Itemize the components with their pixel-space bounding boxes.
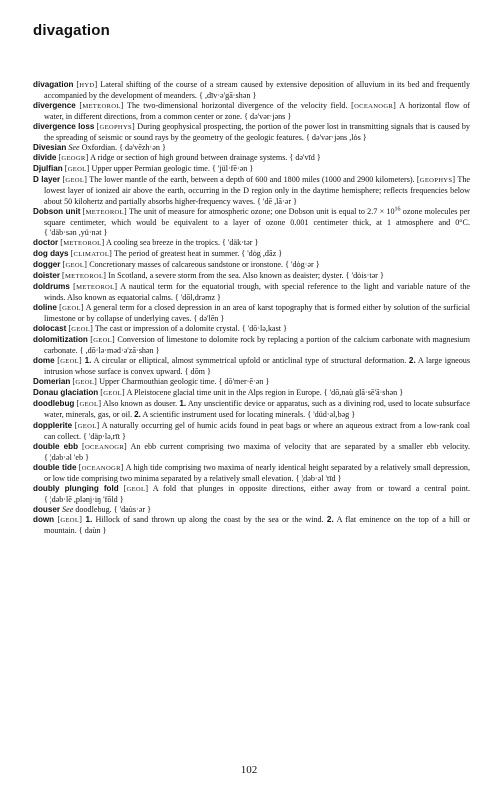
entry-djulfian (33, 164, 470, 175)
entry-dome (33, 356, 470, 377)
entry-doline (33, 303, 470, 324)
see-label: See (62, 504, 74, 514)
definition: A circular or elliptical, almost symmetrical upfold or anticlinal type of structural deformation. (93, 356, 407, 366)
entry-term: doline (33, 302, 57, 312)
definition: Also known as douser. (103, 399, 178, 409)
subject-label: [ GEOL ] (65, 166, 90, 173)
entry-douser (33, 505, 470, 515)
entry-term: divergence (33, 101, 76, 111)
definition: A high tide comprising two maxima of nearly identical height separated by a relatively small depression, or low tide comprising two minima separated by a relatively small elevation. (44, 462, 470, 483)
entry-divergence (33, 101, 470, 122)
pronunciation: { 'jül·fē·ən } (212, 164, 253, 173)
entry-dogger (33, 260, 470, 271)
definition: Upper upper Permian geologic time. (91, 164, 210, 174)
cross-reference: doodlebug. (75, 504, 112, 514)
subject-label: [ GEOL ] (59, 305, 84, 312)
entry-divide (33, 153, 470, 164)
pronunciation: { də'vər·jəns } (244, 112, 291, 121)
definition: A flat eminence on the top of a hill or mountain. (44, 514, 471, 535)
entry-double-ebb (33, 442, 470, 463)
pronunciation: { 'dōl,drəmz } (175, 293, 221, 302)
subject-label: [ METEOROL ] (60, 240, 104, 247)
sense-number: 2. (134, 410, 141, 420)
entry-divagation (33, 80, 470, 101)
entry-doctor (33, 238, 470, 249)
entry-term: doctor (33, 237, 59, 247)
definition: A horizontal flow of water, in different directions, from a common center or zone. (44, 101, 471, 122)
definition-part: The unit of measure for atmospheric ozone; one Dobson unit is equal to 2.7 × 10 (129, 206, 395, 216)
subject-label: [ GEOL ] (62, 262, 87, 269)
subject-label: [ GEOL ] (90, 337, 115, 344)
entry-dopplerite (33, 421, 470, 442)
definition: An ebb current comprising two maxima of velocity that are separated by a smaller ebb velocity. (130, 441, 470, 451)
subject-label: [ GEOL ] (72, 379, 97, 386)
pronunciation: { dōm } (185, 367, 211, 376)
pronunciation: { ¦dəb·lē ,plənj·iŋ 'fōld } (44, 495, 124, 504)
subject-label: [ GEOL ] (68, 326, 93, 333)
definition: Concretionary masses of calcareous sandstone or ironstone. (89, 259, 284, 269)
entry-donau-glaciation (33, 388, 470, 399)
entry-term: double tide (33, 462, 77, 472)
pronunciation: { də'vīd } (289, 153, 320, 162)
definition: A Pleistocene glacial time unit in the Alps region in Europe. (126, 388, 322, 398)
definition: A nautical term for the equatorial trough, with special reference to the light and variable nature of the winds. Also known as equatorial calms. (44, 281, 470, 302)
pronunciation: { 'dȯg·ər } (285, 260, 320, 269)
definition: A scientific instrument used for locating minerals. (142, 410, 306, 420)
subject-label: [ GEOL ] (62, 177, 87, 184)
entry-domerian (33, 377, 470, 388)
pronunciation: { 'däp·lə,rīt } (83, 432, 126, 441)
entry-term: dolomitization (33, 335, 88, 345)
definition: The lower mantle of the earth, between a depth of 600 and 1800 miles (1000 and 2900 kilometers). (89, 175, 415, 185)
pronunciation: { də'vər·jəns ,lȯs } (306, 133, 367, 142)
entry-term: dolocast (33, 324, 67, 334)
subject-label: [ GEOL ] (124, 486, 149, 493)
entry-doister (33, 271, 470, 282)
sense-number: 1. (85, 514, 93, 524)
sense-number: 1. (84, 356, 92, 366)
sense-number: 2. (408, 356, 416, 366)
subject-label: [ OCEANOGR ] (79, 465, 124, 472)
entry-term: divagation (33, 80, 74, 89)
entry-term: dopplerite (33, 420, 73, 430)
entry-term: divergence loss (33, 122, 95, 132)
definition: In Scotland, a severe storm from the sea. Also known as deaister; dyster. (108, 270, 344, 280)
entry-dobson-unit (33, 207, 470, 238)
definition: A large igneous intrusion whose surface is convex upward. (44, 356, 471, 377)
subject-label: [ GEOPHYS ] (97, 124, 135, 131)
definition: A ridge or section of high ground between drainage systems. (90, 153, 288, 163)
subject-label: [ GEOL ] (57, 358, 82, 365)
entry-doodlebug (33, 399, 470, 420)
cross-reference: Oxfordian. (81, 143, 118, 153)
see-label: See (68, 143, 80, 153)
subject-label: [ GEOL ] (75, 423, 100, 430)
definition: The period of greatest heat in summer. (114, 248, 240, 258)
pronunciation: { də'lēn } (193, 314, 224, 323)
subject-label: [ OCEANOGR ] (351, 103, 396, 110)
page-number: 102 (240, 764, 258, 776)
pronunciation: { 'düd·əl,bəg } (307, 410, 355, 419)
entry-term: Dobson unit (33, 206, 81, 216)
entry-list (33, 80, 470, 536)
pronunciation: { ,dīv·ə'gā·shən } (199, 91, 256, 100)
definition: Lateral shifting of the course of a stream caused by extensive deposition of alluvium in its bed and frequently accompanied by the development of meanders. (44, 80, 471, 101)
entry-dolomitization (33, 335, 470, 356)
subject-label: [ GEOPHYS ] (417, 177, 455, 184)
entry-down (33, 515, 470, 536)
subject-label: [ GEOL ] (57, 517, 82, 524)
entry-term: dome (33, 356, 55, 366)
subject-label: [ GEOL ] (77, 401, 102, 408)
pronunciation: { 'dȯis·tər } (346, 271, 384, 280)
definition: A naturally occurring gel of humic acids found in peat bags or where an aqueous extract from a low-rank coal can collect. (44, 420, 471, 441)
exponent: 16 (394, 205, 401, 212)
pronunciation: { ¦dəb·əl 'eb } (44, 453, 89, 462)
pronunciation: { də'vēzh·ən } (119, 143, 166, 152)
entry-term: D layer (33, 175, 61, 185)
pronunciation: { ,dō·lə·məd·ə'zā·shən } (80, 346, 160, 355)
definition: During geophysical prospecting, the portion of the power lost in transmitting signals that is caused by the spreading of seismic or sound rays by the geometry of the geologic features. (44, 122, 470, 143)
definition: The cast or impression of a dolomite crystal. (94, 324, 240, 334)
entry-double-tide (33, 463, 470, 484)
definition: A general term for a closed depression in an area of karst topography that is formed either by solution of the surficial limestone or by collapse of underlying caves. (44, 302, 471, 324)
subject-label: [ OCEANOGR ] (82, 444, 127, 451)
pronunciation: { 'daùs·ər } (114, 505, 151, 514)
definition: Upper Charmouthian geologic time. (99, 377, 217, 387)
definition-part: ozone molecules per square centimeter, which would be equivalent to a layer of ozone 0.001 centimeter thick, at 1 atmosphere and 0°C. (44, 206, 471, 227)
entry-term: dog days (33, 248, 69, 258)
pronunciation: { 'dō·lə,kast } (242, 324, 287, 333)
sense-number: 2. (326, 514, 334, 524)
entry-term: doldrums (33, 281, 70, 291)
definition: Hillock of sand thrown up along the coast by the sea or the wind. (95, 514, 324, 524)
entry-term: dogger (33, 259, 61, 269)
subject-label: [ METEOROL ] (73, 284, 117, 291)
pronunciation: { daùn } (79, 526, 107, 535)
definition: A fold that plunges in opposite directions, either away from or toward a central point. (152, 483, 470, 493)
entry-doldrums (33, 282, 470, 303)
entry-doubly-plunging-fold (33, 484, 470, 505)
subject-label: [ CLIMATOL ] (71, 251, 113, 258)
entry-term: doodlebug (33, 399, 75, 409)
entry-term: divide (33, 153, 57, 163)
entry-dolocast (33, 324, 470, 335)
pronunciation: { dō'mer·ē·ən } (219, 377, 270, 386)
entry-term: double ebb (33, 441, 79, 451)
subject-label: [ GEOGR ] (58, 155, 88, 162)
subject-label: [ METEOROL ] (83, 209, 127, 216)
pronunciation: { 'dȯg ,dāz } (241, 249, 282, 258)
definition: Any unscientific device or apparatus, such as a divining rod, used to locate subsurface water, minerals, gas, or oil. (44, 399, 470, 420)
definition: A cooling sea breeze in the tropics. (106, 237, 220, 247)
sense-number: 1. (179, 399, 187, 409)
page-header-guideword: divagation (33, 22, 111, 39)
subject-label: [ GEOL ] (100, 390, 125, 397)
entry-divergence-loss (33, 122, 470, 143)
entry-term: douser (33, 504, 60, 514)
definition: The two-dimensional horizontal divergence of the velocity field. (127, 101, 348, 111)
pronunciation: { ¦dəb·əl 'tīd } (296, 474, 342, 483)
definition: The lowest layer of ionized air above the earth, occurring in the D region only in the daytime hemisphere; reflects frequencies below about 50 kilohertz and partially absorbs higher-frequency waves. (44, 175, 471, 206)
entry-term: doubly plunging fold (33, 483, 119, 493)
subject-label: [ HYD ] (76, 82, 97, 89)
entry-term: down (33, 514, 55, 524)
entry-term: Donau glaciation (33, 388, 99, 398)
pronunciation: { 'däb·sən ,yü·nət } (44, 228, 107, 237)
definition: Conversion of limestone to dolomite rock by replacing a portion of the calcium carbonate with magnesium carbonate. (44, 335, 470, 356)
pronunciation: { 'dē ,lā·ər } (257, 197, 297, 206)
pronunciation: { 'däk·tər } (222, 238, 258, 247)
subject-label: [ METEOROL ] (79, 103, 123, 110)
entry-divesian (33, 143, 470, 153)
entry-term: doister (33, 270, 60, 280)
entry-term: Domerian (33, 377, 71, 387)
subject-label: [ METEOROL ] (62, 273, 106, 280)
entry-dog-days (33, 249, 470, 260)
entry-d-layer (33, 175, 470, 206)
entry-term: Djulfian (33, 164, 63, 174)
pronunciation: { 'dō,naù glā·sē'ā·shən } (324, 388, 403, 397)
entry-term: Divesian (33, 143, 67, 153)
